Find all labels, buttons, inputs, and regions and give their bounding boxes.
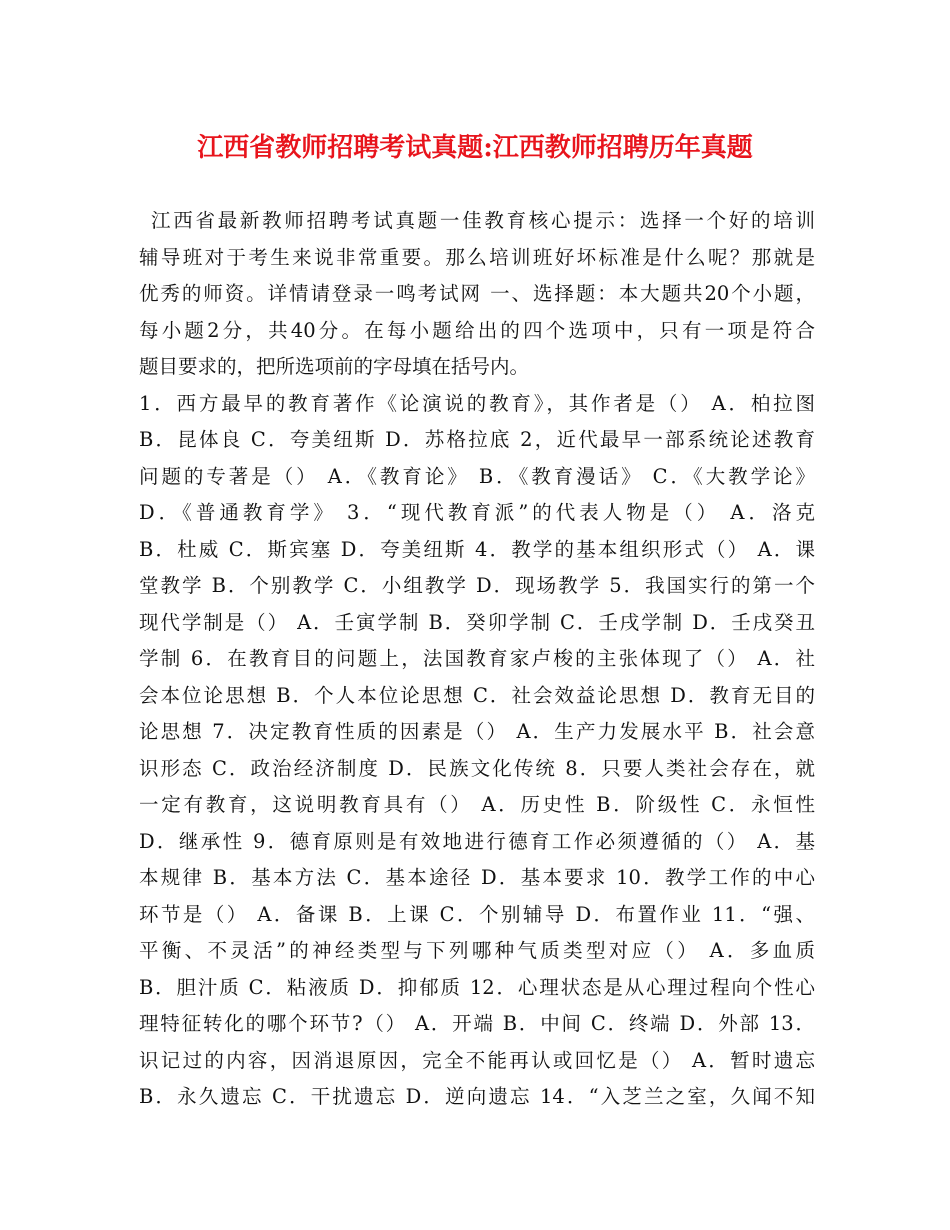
question-line: 堂教学 B．个别教学 C．小组教学 D．现场教学 5．我国实行的第一个 [139, 574, 815, 597]
intro-line: 江西省最新教师招聘考试真题一佳教育核心提示：选择一个好的培训 [151, 209, 815, 232]
question-line: 识形态 C．政治经济制度 D．民族文化传统 8．只要人类社会存在，就 [139, 756, 815, 780]
question-line: 识记过的内容，因消退原因，完全不能再认或回忆是（） A．暂时遗忘 [139, 1048, 815, 1072]
question-line: B．杜威 C．斯宾塞 D．夸美纽斯 4．教学的基本组织形式（） A．课 [139, 537, 815, 561]
question-line: 理特征转化的哪个环节?（） A．开端 B．中间 C．终端 D．外部 13． [139, 1012, 815, 1035]
question-line: B．胆汁质 C．粘液质 D．抑郁质 12．心理状态是从心理过程向个性心 [139, 975, 815, 999]
question-line: 1．西方最早的教育著作《论演说的教育》，其作者是（） A．柏拉图 [139, 391, 815, 415]
intro-line: 题目要求的，把所选项前的字母填在括号内。 [139, 355, 530, 378]
question-line: D．《普通教育学》 3．“现代教育派”的代表人物是（） A．洛克 [139, 501, 815, 524]
question-line: B．昆体良 C．夸美纽斯 D．苏格拉底 2，近代最早一部系统论述教育 [139, 428, 815, 451]
document-body [139, 203, 815, 1116]
question-line: B．永久遗忘 C．干扰遗忘 D．逆向遗忘 14．“入芝兰之室，久闻不知 [139, 1085, 815, 1108]
question-line: D．继承性 9．德育原则是有效地进行德育工作必须遵循的（） A．基 [139, 829, 815, 853]
intro-line: 优秀的师资。详情请登录一鸣考试网 一、选择题：本大题共20个小题， [139, 282, 815, 305]
question-line: 会本位论思想 B．个人本位论思想 C．社会效益论思想 D．教育无目的 [139, 683, 815, 707]
question-line: 现代学制是（） A．壬寅学制 B．癸卯学制 C．壬戌学制 D．壬戌癸丑 [139, 610, 815, 634]
intro-line: 辅导班对于考生来说非常重要。那么培训班好坏标准是什么呢？那就是 [139, 245, 815, 269]
question-line: 本规律 B．基本方法 C．基本途径 D．基本要求 10．教学工作的中心 [139, 866, 815, 889]
question-line: 学制 6．在教育目的问题上，法国教育家卢梭的主张体现了（） A．社 [139, 647, 815, 670]
question-line: 环节是（） A．备课 B．上课 C．个别辅导 D．布置作业 11．“强、 [139, 902, 815, 926]
intro-line: 每小题2分，共40分。在每小题给出的四个选项中，只有一项是符合 [139, 318, 815, 342]
question-line: 论思想 7．决定教育性质的因素是（） A．生产力发展水平 B．社会意 [139, 720, 815, 743]
question-line: 问题的专著是（） A．《教育论》 B．《教育漫话》 C．《大教学论》 [139, 464, 815, 488]
page-title: 江西省教师招聘考试真题:江西教师招聘历年真题 [197, 133, 753, 163]
question-line: 一定有教育，这说明教育具有（） A．历史性 B．阶级性 C．永恒性 [139, 793, 815, 816]
question-line: 平衡、不灵活”的神经类型与下列哪种气质类型对应（） A．多血质 [139, 939, 815, 962]
